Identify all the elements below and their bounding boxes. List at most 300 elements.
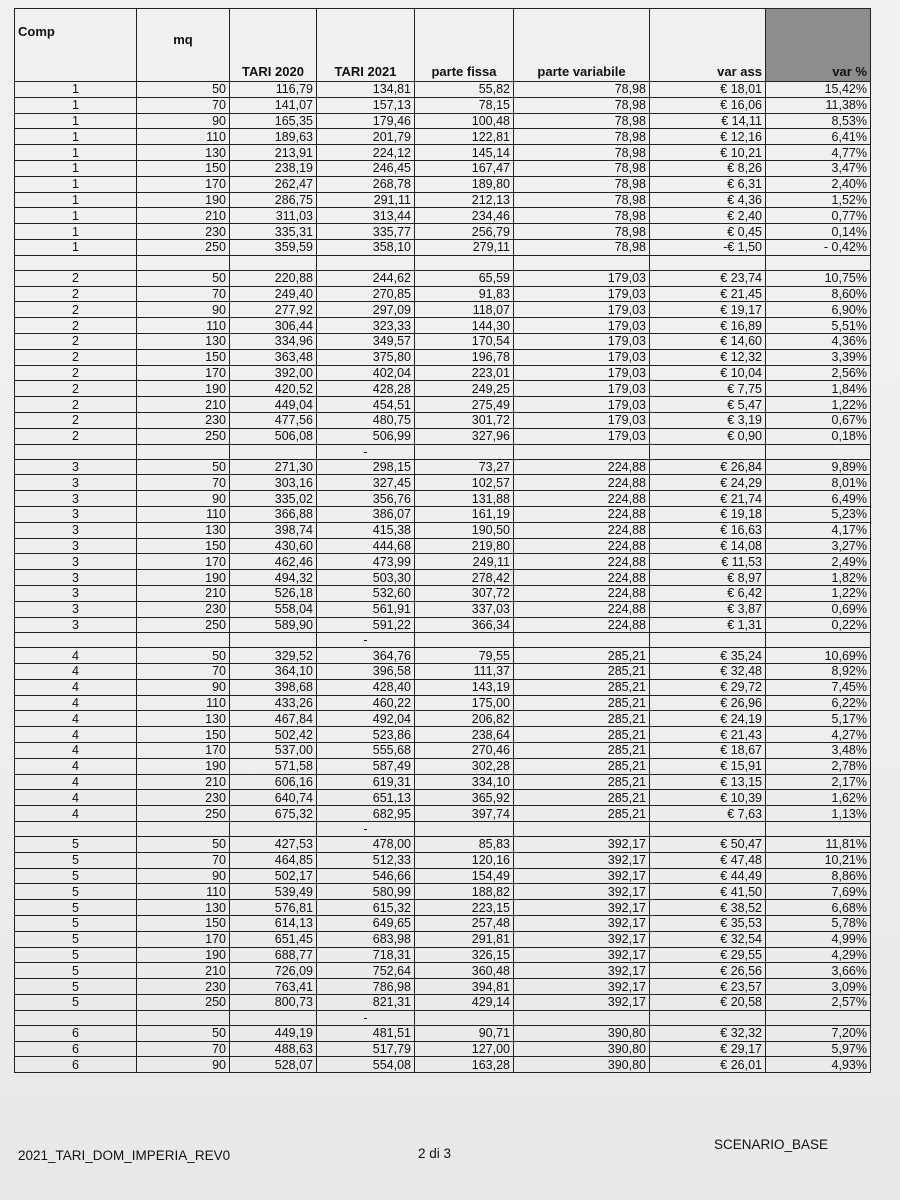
cell-tari-2020: 688,77 [230, 947, 317, 963]
cell-tari-2021: 323,33 [317, 318, 415, 334]
cell-tari-2020: 651,45 [230, 931, 317, 947]
cell-tari-2021: 683,98 [317, 931, 415, 947]
cell-parte-variabile: 78,98 [514, 192, 650, 208]
cell-var-ass: € 18,01 [650, 82, 766, 98]
cell-parte-variabile: 390,80 [514, 1057, 650, 1073]
cell-comp [15, 444, 137, 459]
cell-mq: 90 [137, 491, 230, 507]
table-row [15, 255, 871, 270]
cell-tari-2020: 571,58 [230, 758, 317, 774]
cell-parte-variabile [514, 633, 650, 648]
cell-parte-fissa: 120,16 [415, 852, 514, 868]
cell-parte-variabile: 285,21 [514, 648, 650, 664]
cell-var-ass: € 38,52 [650, 900, 766, 916]
cell-tari-2020: 558,04 [230, 601, 317, 617]
cell-var-pct: 2,57% [766, 995, 871, 1011]
cell-comp: 5 [15, 995, 137, 1011]
cell-var-pct: 3,66% [766, 963, 871, 979]
cell-mq: 250 [137, 617, 230, 633]
cell-mq: 90 [137, 868, 230, 884]
table-row [15, 381, 871, 397]
cell-tari-2020: 675,32 [230, 806, 317, 822]
cell-var-ass: € 1,31 [650, 617, 766, 633]
table-row [15, 365, 871, 381]
cell-parte-variabile: 224,88 [514, 522, 650, 538]
cell-tari-2021: - [317, 822, 415, 837]
cell-comp: 1 [15, 176, 137, 192]
cell-tari-2020: 213,91 [230, 145, 317, 161]
cell-parte-variabile: 392,17 [514, 947, 650, 963]
cell-tari-2020: 420,52 [230, 381, 317, 397]
cell-var-pct: 3,47% [766, 160, 871, 176]
cell-tari-2020: 335,31 [230, 224, 317, 240]
table-row [15, 711, 871, 727]
cell-comp: 2 [15, 365, 137, 381]
cell-tari-2020: 427,53 [230, 837, 317, 853]
cell-tari-2020: 528,07 [230, 1057, 317, 1073]
cell-comp: 5 [15, 963, 137, 979]
cell-var-pct: 1,84% [766, 381, 871, 397]
cell-parte-variabile: 224,88 [514, 570, 650, 586]
cell-parte-fissa: 144,30 [415, 318, 514, 334]
cell-tari-2021: 268,78 [317, 176, 415, 192]
cell-comp: 4 [15, 695, 137, 711]
cell-var-ass: € 29,17 [650, 1041, 766, 1057]
cell-parte-fissa: 326,15 [415, 947, 514, 963]
cell-mq: 170 [137, 743, 230, 759]
cell-tari-2020: 398,68 [230, 679, 317, 695]
cell-mq: 250 [137, 806, 230, 822]
cell-mq: 70 [137, 852, 230, 868]
table-row [15, 459, 871, 475]
cell-tari-2020: 449,19 [230, 1025, 317, 1041]
cell-mq: 150 [137, 160, 230, 176]
cell-mq: 170 [137, 554, 230, 570]
table-row [15, 129, 871, 145]
table-row [15, 900, 871, 916]
cell-tari-2020: 464,85 [230, 852, 317, 868]
cell-parte-variabile: 224,88 [514, 585, 650, 601]
tariff-table-container [14, 8, 870, 1073]
cell-var-pct: 5,51% [766, 318, 871, 334]
cell-parte-fissa: 55,82 [415, 82, 514, 98]
cell-tari-2020: 477,56 [230, 412, 317, 428]
cell-mq: 110 [137, 129, 230, 145]
cell-parte-variabile: 392,17 [514, 852, 650, 868]
cell-var-pct: 3,27% [766, 538, 871, 554]
cell-tari-2021: 580,99 [317, 884, 415, 900]
cell-comp: 2 [15, 270, 137, 286]
cell-tari-2021: 821,31 [317, 995, 415, 1011]
cell-parte-variabile: 285,21 [514, 790, 650, 806]
cell-parte-variabile: 392,17 [514, 931, 650, 947]
cell-parte-variabile: 392,17 [514, 837, 650, 853]
cell-var-pct: 2,78% [766, 758, 871, 774]
cell-var-ass: € 14,60 [650, 333, 766, 349]
cell-mq: 170 [137, 931, 230, 947]
cell-tari-2021: 682,95 [317, 806, 415, 822]
cell-tari-2020: 311,03 [230, 208, 317, 224]
cell-parte-fissa: 279,11 [415, 239, 514, 255]
cell-mq: 170 [137, 365, 230, 381]
cell-comp: 4 [15, 679, 137, 695]
cell-var-ass: € 35,53 [650, 916, 766, 932]
cell-tari-2020: 116,79 [230, 82, 317, 98]
cell-parte-variabile: 179,03 [514, 270, 650, 286]
cell-parte-variabile: 392,17 [514, 884, 650, 900]
cell-comp: 5 [15, 916, 137, 932]
cell-parte-variabile: 224,88 [514, 601, 650, 617]
cell-tari-2021: 460,22 [317, 695, 415, 711]
cell-tari-2021: 752,64 [317, 963, 415, 979]
cell-tari-2021: 506,99 [317, 428, 415, 444]
cell-parte-variabile: 390,80 [514, 1041, 650, 1057]
header-comp: Comp [15, 9, 137, 82]
cell-parte-fissa: 196,78 [415, 349, 514, 365]
cell-var-pct [766, 822, 871, 837]
cell-mq: 50 [137, 1025, 230, 1041]
cell-comp: 4 [15, 711, 137, 727]
cell-var-pct: 4,29% [766, 947, 871, 963]
cell-tari-2020: 262,47 [230, 176, 317, 192]
cell-tari-2020: 606,16 [230, 774, 317, 790]
cell-tari-2021: 649,65 [317, 916, 415, 932]
cell-comp: 3 [15, 570, 137, 586]
table-row [15, 192, 871, 208]
table-row [15, 1057, 871, 1073]
table-row [15, 349, 871, 365]
cell-var-ass: € 20,58 [650, 995, 766, 1011]
cell-var-pct: 4,27% [766, 727, 871, 743]
cell-tari-2020 [230, 255, 317, 270]
cell-parte-fissa: 429,14 [415, 995, 514, 1011]
cell-tari-2020: 334,96 [230, 333, 317, 349]
cell-var-ass: € 10,04 [650, 365, 766, 381]
cell-mq: 250 [137, 239, 230, 255]
header-tari-2021: TARI 2021 [317, 9, 415, 82]
cell-tari-2020: 220,88 [230, 270, 317, 286]
cell-mq: 110 [137, 318, 230, 334]
cell-var-ass: € 23,74 [650, 270, 766, 286]
cell-tari-2020: 506,08 [230, 428, 317, 444]
cell-mq: 150 [137, 916, 230, 932]
cell-var-pct: 0,22% [766, 617, 871, 633]
cell-tari-2020: 363,48 [230, 349, 317, 365]
cell-tari-2021: 297,09 [317, 302, 415, 318]
cell-tari-2021: 396,58 [317, 664, 415, 680]
cell-var-ass: € 19,17 [650, 302, 766, 318]
cell-parte-fissa: 122,81 [415, 129, 514, 145]
table-row [15, 822, 871, 837]
cell-comp: 4 [15, 664, 137, 680]
cell-parte-fissa [415, 1010, 514, 1025]
cell-var-ass: € 4,36 [650, 192, 766, 208]
table-row [15, 852, 871, 868]
table-row [15, 554, 871, 570]
cell-comp: 4 [15, 727, 137, 743]
cell-parte-variabile: 392,17 [514, 916, 650, 932]
cell-tari-2021: 298,15 [317, 459, 415, 475]
table-row [15, 806, 871, 822]
cell-tari-2020: 359,59 [230, 239, 317, 255]
table-row [15, 774, 871, 790]
table-row [15, 538, 871, 554]
cell-comp: 2 [15, 428, 137, 444]
header-mq: mq [137, 9, 230, 82]
cell-comp: 2 [15, 302, 137, 318]
cell-mq: 70 [137, 286, 230, 302]
cell-comp: 5 [15, 852, 137, 868]
cell-var-ass: € 24,19 [650, 711, 766, 727]
cell-mq: 250 [137, 995, 230, 1011]
cell-tari-2021: 335,77 [317, 224, 415, 240]
footer-scenario: SCENARIO_BASE [714, 1137, 829, 1152]
cell-var-pct: 4,36% [766, 333, 871, 349]
cell-tari-2021: 492,04 [317, 711, 415, 727]
cell-parte-fissa: 223,01 [415, 365, 514, 381]
cell-parte-variabile: 224,88 [514, 538, 650, 554]
cell-parte-variabile: 179,03 [514, 333, 650, 349]
cell-parte-fissa: 275,49 [415, 397, 514, 413]
cell-var-pct: 10,21% [766, 852, 871, 868]
cell-comp: 5 [15, 900, 137, 916]
cell-var-ass: € 29,72 [650, 679, 766, 695]
cell-var-ass [650, 822, 766, 837]
cell-var-pct: - 0,42% [766, 239, 871, 255]
cell-var-ass: € 44,49 [650, 868, 766, 884]
cell-mq: 110 [137, 506, 230, 522]
cell-tari-2020: 306,44 [230, 318, 317, 334]
cell-var-ass: € 32,32 [650, 1025, 766, 1041]
cell-parte-variabile: 179,03 [514, 349, 650, 365]
cell-parte-fissa: 249,11 [415, 554, 514, 570]
cell-comp: 5 [15, 947, 137, 963]
cell-tari-2020: 576,81 [230, 900, 317, 916]
cell-comp: 3 [15, 491, 137, 507]
cell-comp: 5 [15, 837, 137, 853]
cell-parte-variabile: 392,17 [514, 995, 650, 1011]
cell-var-pct: 1,82% [766, 570, 871, 586]
cell-var-ass: € 3,87 [650, 601, 766, 617]
table-header-row [15, 9, 871, 82]
cell-var-ass: € 32,48 [650, 664, 766, 680]
cell-var-pct: 6,41% [766, 129, 871, 145]
table-row [15, 333, 871, 349]
cell-mq: 90 [137, 679, 230, 695]
cell-tari-2021: 444,68 [317, 538, 415, 554]
cell-parte-variabile: 224,88 [514, 459, 650, 475]
cell-var-pct: 2,17% [766, 774, 871, 790]
cell-mq: 250 [137, 428, 230, 444]
cell-tari-2020: 249,40 [230, 286, 317, 302]
cell-tari-2020: 462,46 [230, 554, 317, 570]
cell-tari-2020: 335,02 [230, 491, 317, 507]
cell-mq: 150 [137, 538, 230, 554]
cell-tari-2020 [230, 444, 317, 459]
cell-var-ass: € 21,43 [650, 727, 766, 743]
cell-tari-2021: 402,04 [317, 365, 415, 381]
header-var-ass: var ass [650, 9, 766, 82]
cell-comp [15, 255, 137, 270]
cell-tari-2021: - [317, 444, 415, 459]
cell-tari-2020 [230, 633, 317, 648]
cell-parte-fissa [415, 444, 514, 459]
table-row [15, 727, 871, 743]
cell-comp: 1 [15, 192, 137, 208]
cell-parte-fissa: 394,81 [415, 979, 514, 995]
cell-var-ass: € 35,24 [650, 648, 766, 664]
cell-var-ass: -€ 1,50 [650, 239, 766, 255]
cell-var-ass: € 8,26 [650, 160, 766, 176]
cell-tari-2020: 392,00 [230, 365, 317, 381]
cell-parte-fissa: 257,48 [415, 916, 514, 932]
cell-var-pct: 4,77% [766, 145, 871, 161]
cell-tari-2021: 718,31 [317, 947, 415, 963]
cell-parte-fissa: 249,25 [415, 381, 514, 397]
cell-mq [137, 822, 230, 837]
cell-tari-2021: 386,07 [317, 506, 415, 522]
cell-var-pct: 0,77% [766, 208, 871, 224]
cell-comp: 2 [15, 397, 137, 413]
cell-tari-2020: 449,04 [230, 397, 317, 413]
table-row [15, 916, 871, 932]
cell-tari-2020: 271,30 [230, 459, 317, 475]
cell-parte-fissa: 189,80 [415, 176, 514, 192]
cell-tari-2021: 481,51 [317, 1025, 415, 1041]
cell-mq: 230 [137, 979, 230, 995]
cell-mq: 50 [137, 837, 230, 853]
cell-mq: 130 [137, 522, 230, 538]
table-row [15, 617, 871, 633]
cell-parte-variabile: 179,03 [514, 412, 650, 428]
table-row [15, 648, 871, 664]
cell-comp: 1 [15, 239, 137, 255]
cell-var-pct: 0,18% [766, 428, 871, 444]
cell-comp: 5 [15, 884, 137, 900]
cell-var-ass: € 32,54 [650, 931, 766, 947]
cell-parte-fissa: 145,14 [415, 145, 514, 161]
cell-var-pct: 3,39% [766, 349, 871, 365]
cell-tari-2021: 615,32 [317, 900, 415, 916]
cell-parte-variabile: 285,21 [514, 695, 650, 711]
cell-var-pct: 5,23% [766, 506, 871, 522]
cell-mq: 190 [137, 758, 230, 774]
cell-mq: 130 [137, 145, 230, 161]
cell-tari-2021: 157,13 [317, 97, 415, 113]
cell-var-pct: 4,99% [766, 931, 871, 947]
cell-tari-2021: 313,44 [317, 208, 415, 224]
cell-var-pct: 7,20% [766, 1025, 871, 1041]
cell-parte-fissa: 78,15 [415, 97, 514, 113]
cell-comp: 4 [15, 790, 137, 806]
cell-var-ass: € 0,90 [650, 428, 766, 444]
cell-var-ass: € 15,91 [650, 758, 766, 774]
cell-var-ass: € 5,47 [650, 397, 766, 413]
cell-tari-2021: 358,10 [317, 239, 415, 255]
table-row [15, 97, 871, 113]
cell-var-pct: 2,49% [766, 554, 871, 570]
cell-var-ass: € 26,01 [650, 1057, 766, 1073]
cell-var-pct: 4,93% [766, 1057, 871, 1073]
table-row [15, 790, 871, 806]
cell-parte-fissa: 167,47 [415, 160, 514, 176]
cell-comp: 3 [15, 585, 137, 601]
cell-parte-fissa: 163,28 [415, 1057, 514, 1073]
cell-tari-2021: 364,76 [317, 648, 415, 664]
cell-tari-2021: 555,68 [317, 743, 415, 759]
cell-mq: 210 [137, 585, 230, 601]
cell-parte-variabile: 78,98 [514, 82, 650, 98]
cell-tari-2020: 238,19 [230, 160, 317, 176]
cell-var-pct: 1,62% [766, 790, 871, 806]
cell-tari-2020: 488,63 [230, 1041, 317, 1057]
cell-parte-variabile: 285,21 [514, 758, 650, 774]
cell-parte-fissa: 366,34 [415, 617, 514, 633]
cell-parte-fissa [415, 633, 514, 648]
cell-parte-fissa: 270,46 [415, 743, 514, 759]
cell-parte-variabile: 390,80 [514, 1025, 650, 1041]
cell-var-ass: € 8,97 [650, 570, 766, 586]
cell-tari-2021: 454,51 [317, 397, 415, 413]
cell-tari-2020: 614,13 [230, 916, 317, 932]
cell-mq: 210 [137, 208, 230, 224]
cell-tari-2020: 537,00 [230, 743, 317, 759]
table-row [15, 1025, 871, 1041]
cell-comp: 4 [15, 743, 137, 759]
cell-mq [137, 1010, 230, 1025]
cell-var-ass: € 16,63 [650, 522, 766, 538]
cell-parte-variabile: 224,88 [514, 491, 650, 507]
header-tari-2020: TARI 2020 [230, 9, 317, 82]
cell-var-pct [766, 1010, 871, 1025]
cell-var-pct [766, 633, 871, 648]
cell-mq: 210 [137, 397, 230, 413]
cell-tari-2021: 512,33 [317, 852, 415, 868]
cell-var-ass: € 16,06 [650, 97, 766, 113]
cell-tari-2021: 554,08 [317, 1057, 415, 1073]
cell-parte-fissa: 91,83 [415, 286, 514, 302]
cell-parte-variabile: 285,21 [514, 774, 650, 790]
cell-parte-fissa: 238,64 [415, 727, 514, 743]
cell-parte-variabile: 285,21 [514, 664, 650, 680]
cell-parte-fissa: 73,27 [415, 459, 514, 475]
cell-parte-variabile: 285,21 [514, 727, 650, 743]
cell-comp: 6 [15, 1025, 137, 1041]
cell-mq: 230 [137, 790, 230, 806]
table-row [15, 931, 871, 947]
cell-var-pct: 2,40% [766, 176, 871, 192]
cell-tari-2021: 327,45 [317, 475, 415, 491]
cell-var-ass: € 0,45 [650, 224, 766, 240]
cell-mq: 190 [137, 570, 230, 586]
cell-tari-2021: 415,38 [317, 522, 415, 538]
cell-tari-2020: 726,09 [230, 963, 317, 979]
cell-tari-2020: 430,60 [230, 538, 317, 554]
cell-comp: 5 [15, 868, 137, 884]
cell-tari-2021: 244,62 [317, 270, 415, 286]
cell-tari-2021: 473,99 [317, 554, 415, 570]
cell-tari-2021: 428,40 [317, 679, 415, 695]
cell-tari-2021: 356,76 [317, 491, 415, 507]
cell-tari-2020: 398,74 [230, 522, 317, 538]
cell-parte-variabile: 78,98 [514, 176, 650, 192]
cell-mq: 210 [137, 774, 230, 790]
cell-var-ass: € 21,45 [650, 286, 766, 302]
table-row [15, 1041, 871, 1057]
cell-parte-variabile: 392,17 [514, 979, 650, 995]
cell-var-ass [650, 1010, 766, 1025]
cell-parte-fissa: 85,83 [415, 837, 514, 853]
